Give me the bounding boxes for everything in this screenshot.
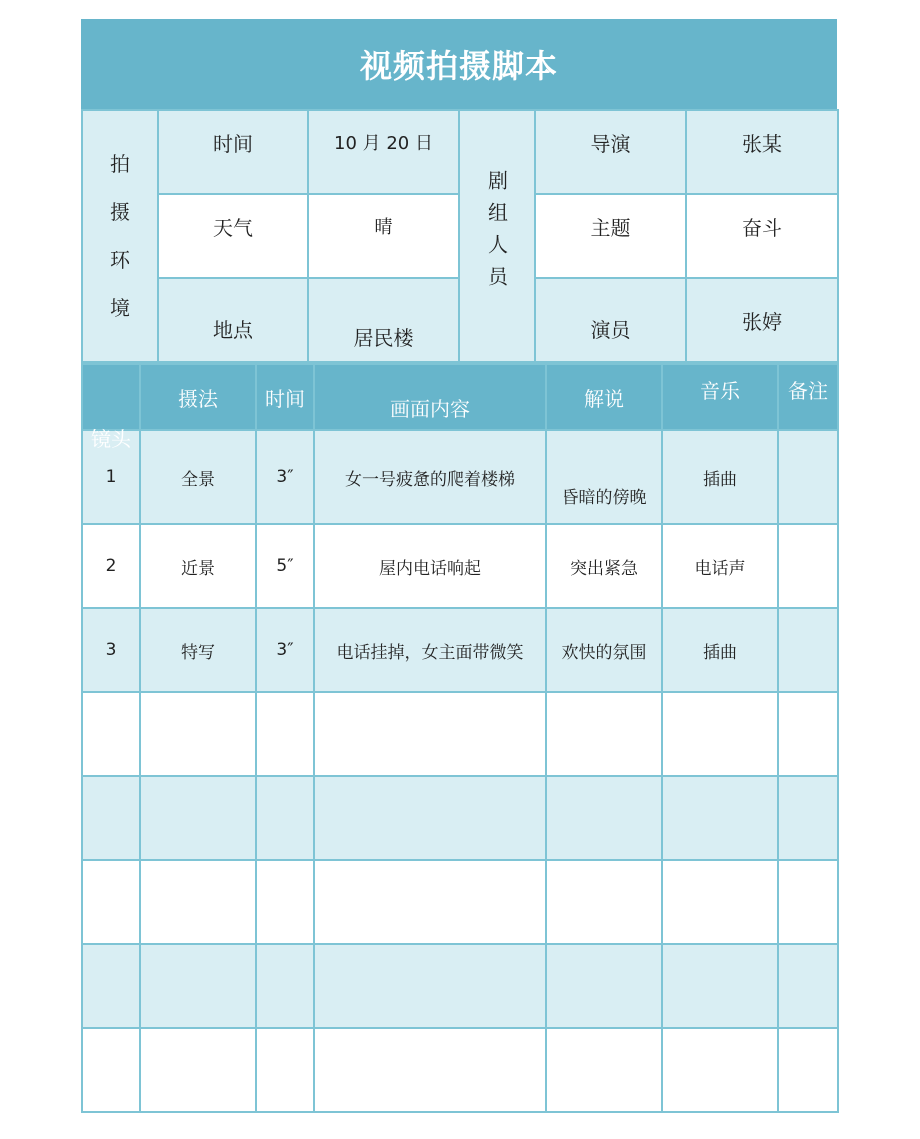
cell-content: 屋内电话响起: [314, 524, 546, 608]
cell-time: 3″: [256, 608, 314, 692]
cell-content: [314, 944, 546, 1028]
cell-shot: [82, 776, 140, 860]
table-row: [82, 608, 838, 692]
cell-notes: [778, 860, 838, 944]
actor-value: 张婷: [686, 278, 838, 362]
crew-label: 剧组人员: [459, 110, 535, 362]
cell-content: 女一号疲惫的爬着楼梯: [314, 430, 546, 524]
cell-music: 插曲: [662, 608, 778, 692]
cell-content: [314, 860, 546, 944]
cell-narration: 突出紧急: [546, 524, 662, 608]
cell-technique: [140, 692, 256, 776]
sheet-title: 视频拍摄脚本: [81, 19, 837, 109]
cell-technique: 全景: [140, 430, 256, 524]
table-row: [82, 430, 838, 524]
environment-label: [82, 110, 158, 362]
actor-label: 演员: [535, 278, 686, 362]
shot-table: [81, 363, 839, 1113]
script-sheet: [81, 19, 837, 1113]
environment-label-char: 拍: [110, 152, 130, 176]
cell-music: 电话声: [662, 524, 778, 608]
shot-table-header: [82, 364, 838, 430]
director-value: 张某: [686, 110, 838, 194]
theme-label: 主题: [535, 194, 686, 278]
table-row: [82, 1028, 838, 1112]
cell-technique: [140, 1028, 256, 1112]
cell-narration: 欢快的氛围: [546, 608, 662, 692]
cell-shot: 2: [82, 524, 140, 608]
header-notes: 备注: [778, 364, 838, 430]
cell-notes: [778, 944, 838, 1028]
info-table: [81, 109, 839, 363]
cell-music: [662, 1028, 778, 1112]
cell-technique: [140, 860, 256, 944]
cell-narration: 昏暗的傍晚: [546, 430, 662, 524]
cell-notes: [778, 692, 838, 776]
location-label: 地点: [158, 278, 308, 362]
cell-content: 电话挂掉，女主面带微笑: [314, 608, 546, 692]
cell-notes: [778, 1028, 838, 1112]
cell-music: [662, 944, 778, 1028]
environment-label-char: 环: [110, 248, 130, 272]
cell-time: [256, 692, 314, 776]
cell-notes: [778, 776, 838, 860]
cell-narration: [546, 692, 662, 776]
cell-time: 5″: [256, 524, 314, 608]
header-narration: 解说: [546, 364, 662, 430]
cell-shot: 1: [82, 430, 140, 524]
cell-content: [314, 776, 546, 860]
cell-technique: [140, 944, 256, 1028]
weather-label: 天气: [158, 194, 308, 278]
environment-label-char: 摄: [110, 200, 130, 224]
cell-narration: [546, 944, 662, 1028]
cell-music: [662, 692, 778, 776]
cell-content: [314, 1028, 546, 1112]
cell-shot: 3: [82, 608, 140, 692]
cell-narration: [546, 860, 662, 944]
cell-shot: [82, 944, 140, 1028]
header-time: 时间: [256, 364, 314, 430]
header-music: 音乐: [662, 364, 778, 430]
cell-music: [662, 776, 778, 860]
cell-shot: [82, 860, 140, 944]
time-value: 10 月 20 日: [308, 110, 459, 194]
table-row: [82, 524, 838, 608]
cell-narration: [546, 1028, 662, 1112]
cell-music: [662, 860, 778, 944]
cell-time: 3″: [256, 430, 314, 524]
cell-technique: 近景: [140, 524, 256, 608]
cell-notes: [778, 608, 838, 692]
cell-time: [256, 944, 314, 1028]
cell-time: [256, 860, 314, 944]
cell-time: [256, 1028, 314, 1112]
director-label: 导演: [535, 110, 686, 194]
cell-narration: [546, 776, 662, 860]
time-label: 时间: [158, 110, 308, 194]
header-shot: 镜头: [82, 364, 140, 430]
weather-value: 晴: [308, 194, 459, 278]
table-row: [82, 776, 838, 860]
cell-technique: [140, 776, 256, 860]
cell-notes: [778, 524, 838, 608]
cell-shot: [82, 1028, 140, 1112]
table-row: [82, 944, 838, 1028]
cell-music: 插曲: [662, 430, 778, 524]
location-value: 居民楼: [308, 278, 459, 362]
table-row: [82, 860, 838, 944]
header-content: 画面内容: [314, 364, 546, 430]
cell-shot: [82, 692, 140, 776]
table-row: [82, 692, 838, 776]
cell-content: [314, 692, 546, 776]
cell-notes: [778, 430, 838, 524]
theme-value: 奋斗: [686, 194, 838, 278]
cell-time: [256, 776, 314, 860]
cell-technique: 特写: [140, 608, 256, 692]
header-technique: 摄法: [140, 364, 256, 430]
environment-label-char: 境: [110, 296, 130, 320]
